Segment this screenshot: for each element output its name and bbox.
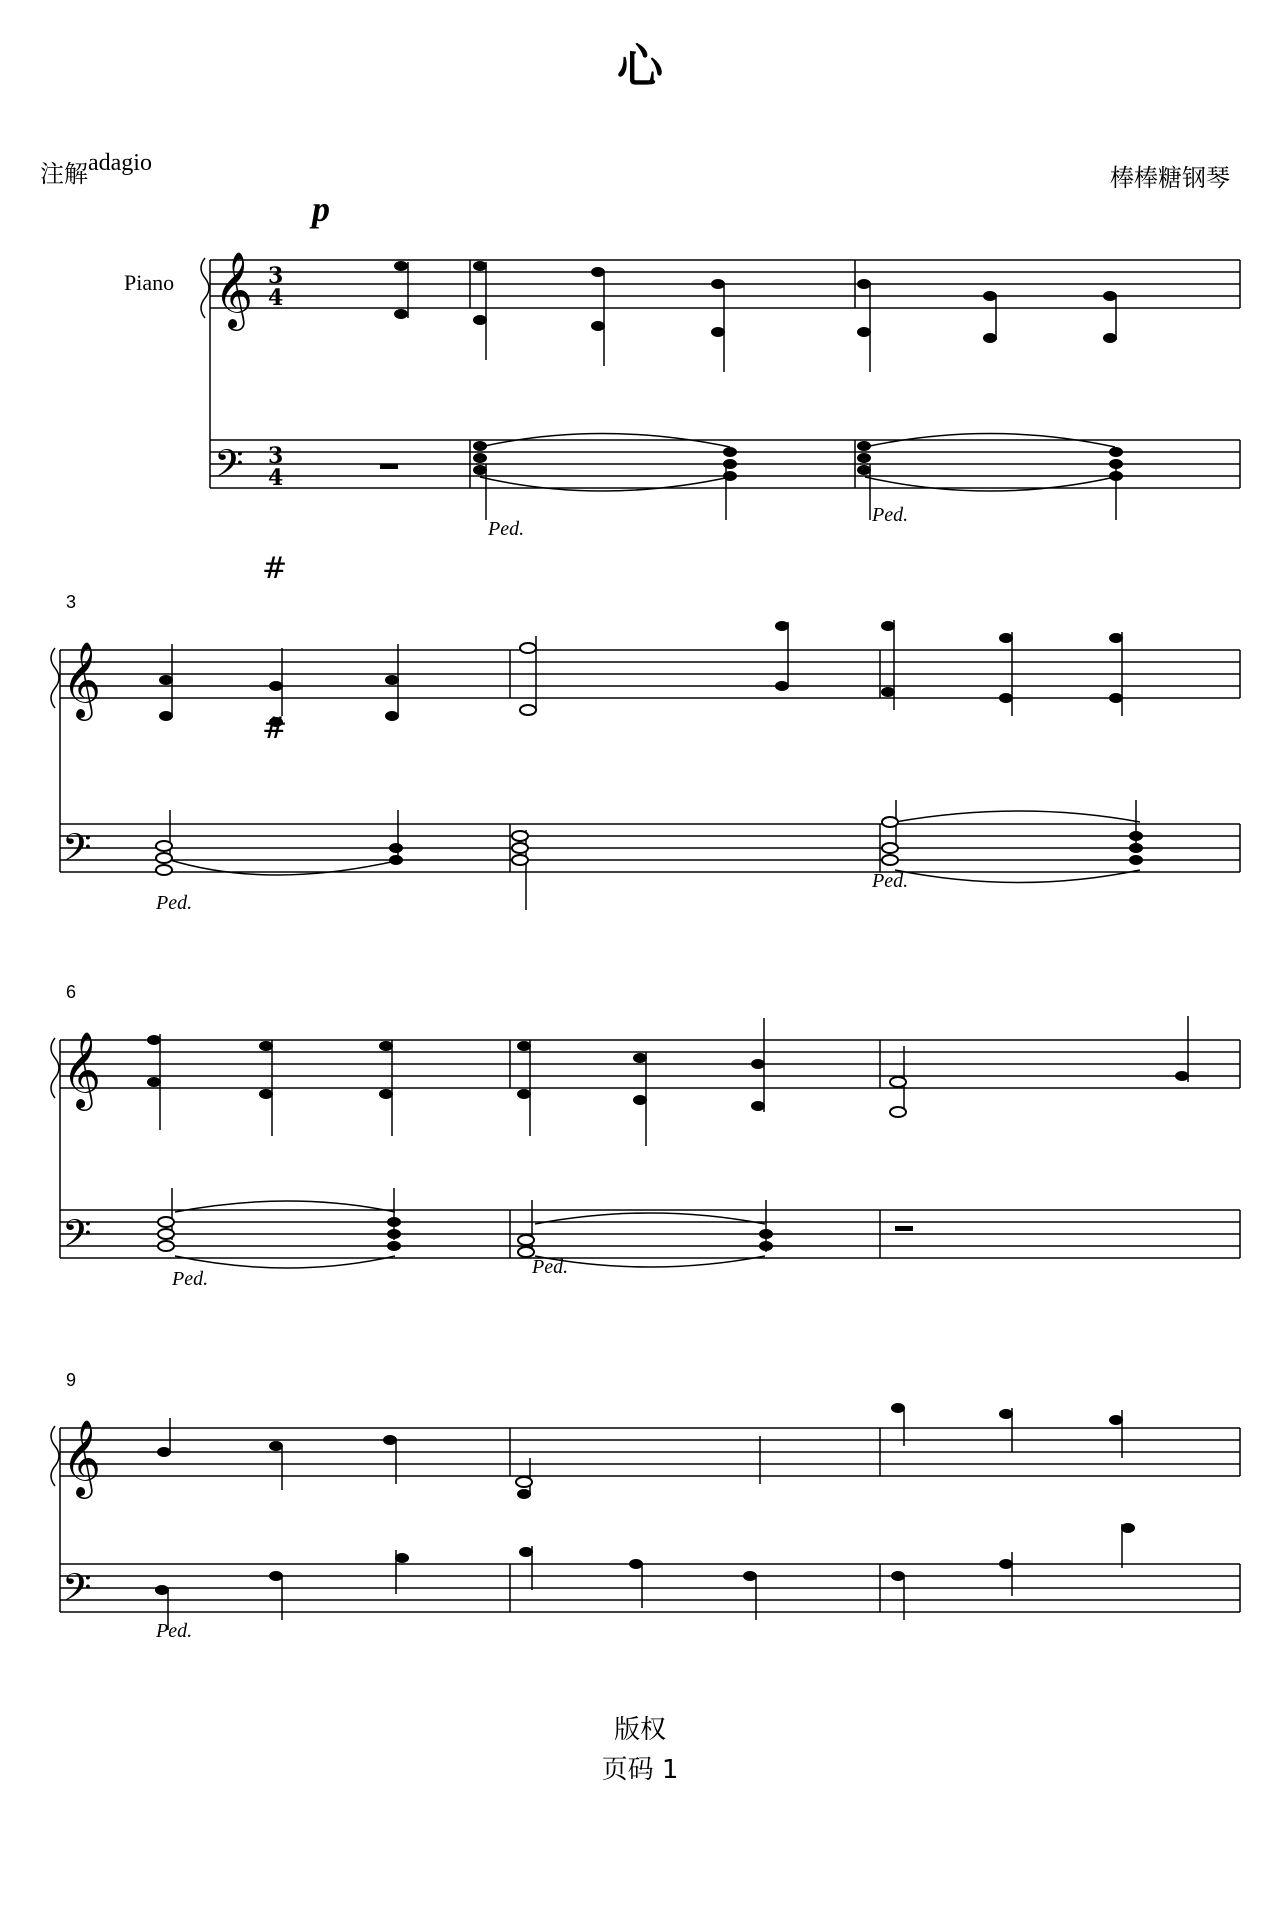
annotation-label: 注解 bbox=[40, 160, 88, 188]
treble-staff bbox=[60, 1428, 1240, 1476]
svg-text:𝄢: 𝄢 bbox=[214, 441, 244, 495]
bass-staff bbox=[60, 1210, 1240, 1258]
pedal-mark: Ped. bbox=[156, 892, 193, 914]
svg-text:3: 3 bbox=[268, 443, 284, 469]
pedal-mark: Ped. bbox=[156, 1620, 193, 1642]
copyright-text: 版权 bbox=[613, 1715, 666, 1745]
svg-text:#: # bbox=[262, 711, 288, 746]
svg-text:𝄞: 𝄞 bbox=[62, 1031, 102, 1108]
treble-staff bbox=[60, 1040, 1240, 1088]
pedal-mark: Ped. bbox=[172, 1268, 209, 1290]
composer: 棒棒糖钢琴 bbox=[1110, 164, 1230, 192]
footer bbox=[0, 1710, 1280, 1790]
pedal-mark: Ped. bbox=[872, 504, 909, 526]
page-title: 心 bbox=[617, 39, 663, 93]
system-3 bbox=[51, 1016, 1240, 1268]
svg-text:𝄢: 𝄢 bbox=[62, 825, 92, 879]
measure-number: 9 bbox=[66, 1370, 77, 1390]
treble-staff bbox=[60, 650, 1240, 698]
pedal-mark: Ped. bbox=[872, 870, 909, 892]
measure-number: 6 bbox=[66, 982, 77, 1002]
svg-text:𝄞: 𝄞 bbox=[62, 641, 102, 718]
system-2 bbox=[51, 620, 1240, 910]
svg-text:𝄢: 𝄢 bbox=[62, 1211, 92, 1265]
svg-text:𝄞: 𝄞 bbox=[214, 251, 254, 328]
svg-text:3: 3 bbox=[268, 263, 284, 289]
instrument-name: Piano bbox=[124, 270, 175, 295]
svg-text:4: 4 bbox=[268, 465, 284, 491]
system-4 bbox=[51, 1408, 1240, 1630]
bass-staff bbox=[60, 824, 1240, 872]
pedal-mark: Ped. bbox=[532, 1256, 569, 1278]
svg-text:𝄢: 𝄢 bbox=[62, 1565, 92, 1619]
system-1 bbox=[201, 258, 1240, 520]
bass-staff bbox=[60, 1564, 1240, 1612]
page-number: 页码 1 bbox=[601, 1755, 679, 1785]
pedal-mark: Ped. bbox=[488, 518, 525, 540]
dynamic-marking: p bbox=[312, 189, 330, 229]
svg-text:𝄞: 𝄞 bbox=[62, 1419, 102, 1496]
svg-text:4: 4 bbox=[268, 285, 284, 311]
measure-number: 3 bbox=[66, 592, 77, 612]
svg-text:#: # bbox=[262, 551, 288, 586]
tempo-marking: adagio bbox=[88, 150, 152, 176]
